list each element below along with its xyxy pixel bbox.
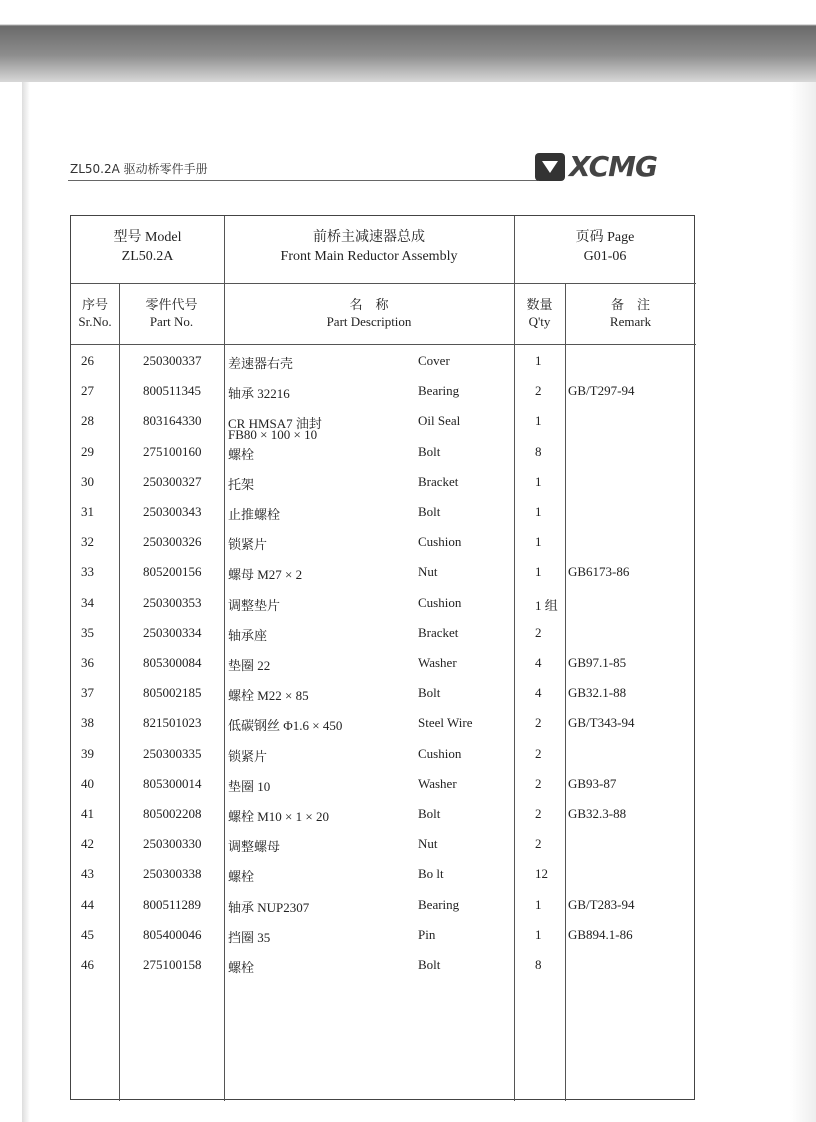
desc-en: Washer (418, 775, 457, 791)
qty: 1 (535, 926, 542, 942)
desc-en: Bolt (418, 957, 441, 972)
qty: 2 (535, 715, 542, 731)
table-row (71, 709, 696, 739)
desc-cn: 轴承座 (228, 627, 268, 643)
desc-cn: 螺栓 (228, 960, 255, 975)
table-row (71, 377, 696, 407)
desc-en: Cushion (418, 745, 462, 761)
part-no: 800511289 (143, 896, 202, 912)
desc-en: Bracket (418, 624, 459, 640)
remark: GB/T283-94 (568, 896, 635, 912)
part-no: 805200156 (143, 564, 202, 580)
table-row (71, 891, 696, 921)
remark: GB/T343-94 (568, 715, 635, 731)
page-cell (514, 228, 696, 266)
col-label: 名 称 (349, 297, 389, 312)
col-label: Part No. (149, 314, 194, 329)
page-shadow (22, 82, 30, 1122)
desc-en: Nut (418, 836, 438, 852)
logo-text: XCMG (569, 150, 657, 183)
header-rule (68, 180, 538, 181)
qty: 1 (535, 896, 542, 912)
parts-table (70, 215, 695, 1100)
part-no: 805002185 (143, 685, 202, 701)
desc-en: Bearing (418, 896, 460, 912)
sr-no: 41 (81, 806, 94, 821)
qty: 2 (535, 745, 542, 761)
desc-cn-line2: FB80 × 100 × 10 (228, 427, 318, 443)
manual-title: ZL50.2A 驱动桥零件手册 (70, 162, 208, 176)
part-no: 250300334 (143, 624, 202, 640)
desc-en: Washer (418, 655, 457, 670)
desc-en: Bolt (418, 685, 441, 701)
desc-en: Bo lt (418, 866, 444, 882)
part-no: 250300330 (143, 836, 202, 852)
col-label: 序号 (81, 297, 108, 312)
sr-no: 38 (81, 715, 94, 731)
part-no: 805300014 (143, 775, 202, 791)
table-row (71, 347, 696, 377)
desc-cn: 锁紧片 (228, 748, 268, 764)
desc-en: Pin (418, 926, 436, 942)
part-no: 275100158 (143, 957, 202, 972)
col-label: 数量 (526, 297, 553, 312)
desc-en: Cushion (418, 594, 462, 610)
part-no: 821501023 (143, 715, 202, 731)
col-qty (514, 296, 565, 330)
sr-no: 37 (81, 685, 94, 701)
desc-en: Bolt (418, 443, 441, 459)
remark: GB93-87 (568, 775, 617, 791)
desc-cn: 垫圈 22 (228, 658, 271, 673)
xcmg-logo (535, 150, 657, 183)
remark: GB32.1-88 (568, 685, 627, 701)
page-label: 页码 Page (575, 230, 635, 245)
sr-no: 33 (81, 564, 94, 580)
desc-cn: 调整螺母 (228, 839, 281, 855)
sr-no: 34 (81, 594, 94, 610)
desc-cn: 垫圈 10 (228, 778, 271, 794)
part-no: 250300327 (143, 473, 202, 489)
desc-en: Cover (418, 353, 450, 368)
scan-shadow-band (0, 0, 816, 82)
desc-en: Oil Seal (418, 413, 461, 429)
col-label: Sr.No. (78, 314, 112, 329)
sr-no: 31 (81, 504, 94, 519)
sr-no: 26 (81, 353, 94, 368)
desc-cn: 螺栓 M22 × 85 (228, 688, 309, 704)
table-row (71, 468, 696, 498)
sr-no: 30 (81, 473, 94, 489)
part-no: 250300337 (143, 353, 202, 368)
desc-en: Bolt (418, 504, 441, 519)
table-row (71, 528, 696, 558)
desc-cn: 止推螺栓 (228, 507, 281, 522)
qty: 2 (535, 806, 542, 821)
col-label: 备 注 (610, 297, 650, 312)
desc-cn: 螺栓 (228, 446, 255, 462)
desc-cn: 差速器右壳 (228, 356, 294, 371)
sr-no: 42 (81, 836, 94, 852)
desc-cn: 螺栓 M10 × 1 × 20 (228, 809, 329, 824)
col-label: Remark (609, 314, 652, 329)
table-row (71, 649, 696, 679)
qty: 1 (535, 504, 542, 519)
sr-no: 46 (81, 957, 94, 972)
model-label: 型号 Model (113, 230, 182, 245)
table-row (71, 770, 696, 800)
model-cell (71, 228, 224, 266)
part-no: 250300353 (143, 594, 202, 610)
desc-cn: 锁紧片 (228, 537, 268, 553)
part-no: 250300338 (143, 866, 202, 882)
sr-no: 36 (81, 655, 94, 670)
sr-no: 44 (81, 896, 94, 912)
part-no: 250300343 (143, 504, 202, 519)
divider (71, 283, 696, 284)
sr-no: 43 (81, 866, 94, 882)
sr-no: 32 (81, 534, 94, 550)
model-value: ZL50.2A (121, 249, 174, 264)
remark: GB32.3-88 (568, 806, 627, 821)
desc-cn: 螺母 M27 × 2 (228, 567, 303, 583)
qty: 1 (535, 473, 542, 489)
desc-cn: 轴承 32216 (228, 386, 290, 402)
page-edge (790, 82, 816, 1122)
qty: 4 (535, 655, 542, 670)
sr-no: 28 (81, 413, 94, 429)
assembly-name-cn: 前桥主减速器总成 (313, 230, 425, 245)
assembly-name-en: Front Main Reductor Assembly (280, 249, 458, 264)
qty: 8 (535, 443, 542, 459)
desc-cn: 挡圈 35 (228, 929, 271, 945)
desc-en: Bolt (418, 806, 441, 821)
qty: 1 (535, 534, 542, 550)
desc-en: Nut (418, 564, 438, 580)
table-row (71, 830, 696, 860)
desc-cn: 低碳钢丝 Φ1.6 × 450 (228, 718, 343, 734)
table-row (71, 589, 696, 619)
remark: GB6173-86 (568, 564, 630, 580)
qty: 1 (535, 564, 542, 580)
col-sr (71, 296, 119, 330)
part-no: 805400046 (143, 926, 202, 942)
desc-en: Bearing (418, 383, 460, 399)
col-desc (224, 296, 514, 330)
part-no: 275100160 (143, 443, 202, 459)
remark: GB97.1-85 (568, 655, 627, 670)
col-label: Part Description (326, 314, 412, 329)
qty: 8 (535, 957, 542, 972)
qty: 12 (535, 866, 548, 882)
sr-no: 40 (81, 775, 94, 791)
part-no: 800511345 (143, 383, 202, 399)
page-number: G01-06 (583, 249, 627, 264)
desc-cn: 轴承 NUP2307 (228, 899, 310, 915)
table-row (71, 921, 696, 951)
divider (71, 344, 696, 345)
table-row (71, 498, 696, 528)
xcmg-logo-icon (535, 153, 565, 181)
qty: 2 (535, 775, 542, 791)
table-row (71, 407, 696, 443)
desc-cn: 调整垫片 (228, 597, 281, 613)
desc-en: Bracket (418, 473, 459, 489)
part-no: 803164330 (143, 413, 202, 429)
table-row (71, 619, 696, 649)
sr-no: 45 (81, 926, 94, 942)
qty: 4 (535, 685, 542, 701)
col-part (119, 296, 224, 330)
part-no: 805002208 (143, 806, 202, 821)
desc-cn: 螺栓 (228, 869, 255, 885)
desc-en: Steel Wire (418, 715, 473, 731)
sr-no: 27 (81, 383, 94, 399)
qty: 2 (535, 624, 542, 640)
qty: 1 (535, 353, 542, 368)
qty: 1 (535, 413, 542, 429)
qty: 1 组 (535, 597, 558, 613)
table-row (71, 438, 696, 468)
table-row (71, 860, 696, 890)
sr-no: 39 (81, 745, 94, 761)
table-row (71, 740, 696, 770)
col-remark (565, 296, 696, 330)
col-label: Q'ty (528, 314, 551, 329)
part-no: 250300335 (143, 745, 202, 761)
remark: GB894.1-86 (568, 926, 633, 942)
table-row (71, 679, 696, 709)
sr-no: 29 (81, 443, 94, 459)
qty: 2 (535, 383, 542, 399)
assembly-cell (224, 228, 514, 266)
desc-en: Cushion (418, 534, 462, 550)
sr-no: 35 (81, 624, 94, 640)
desc-cn: CR HMSA7 油封 (228, 416, 322, 432)
col-label: 零件代号 (145, 297, 198, 312)
table-row (71, 800, 696, 830)
remark: GB/T297-94 (568, 383, 635, 399)
part-no: 805300084 (143, 655, 202, 670)
table-row (71, 951, 696, 981)
desc-cn: 托架 (228, 476, 255, 492)
qty: 2 (535, 836, 542, 852)
table-row (71, 558, 696, 588)
part-no: 250300326 (143, 534, 202, 550)
